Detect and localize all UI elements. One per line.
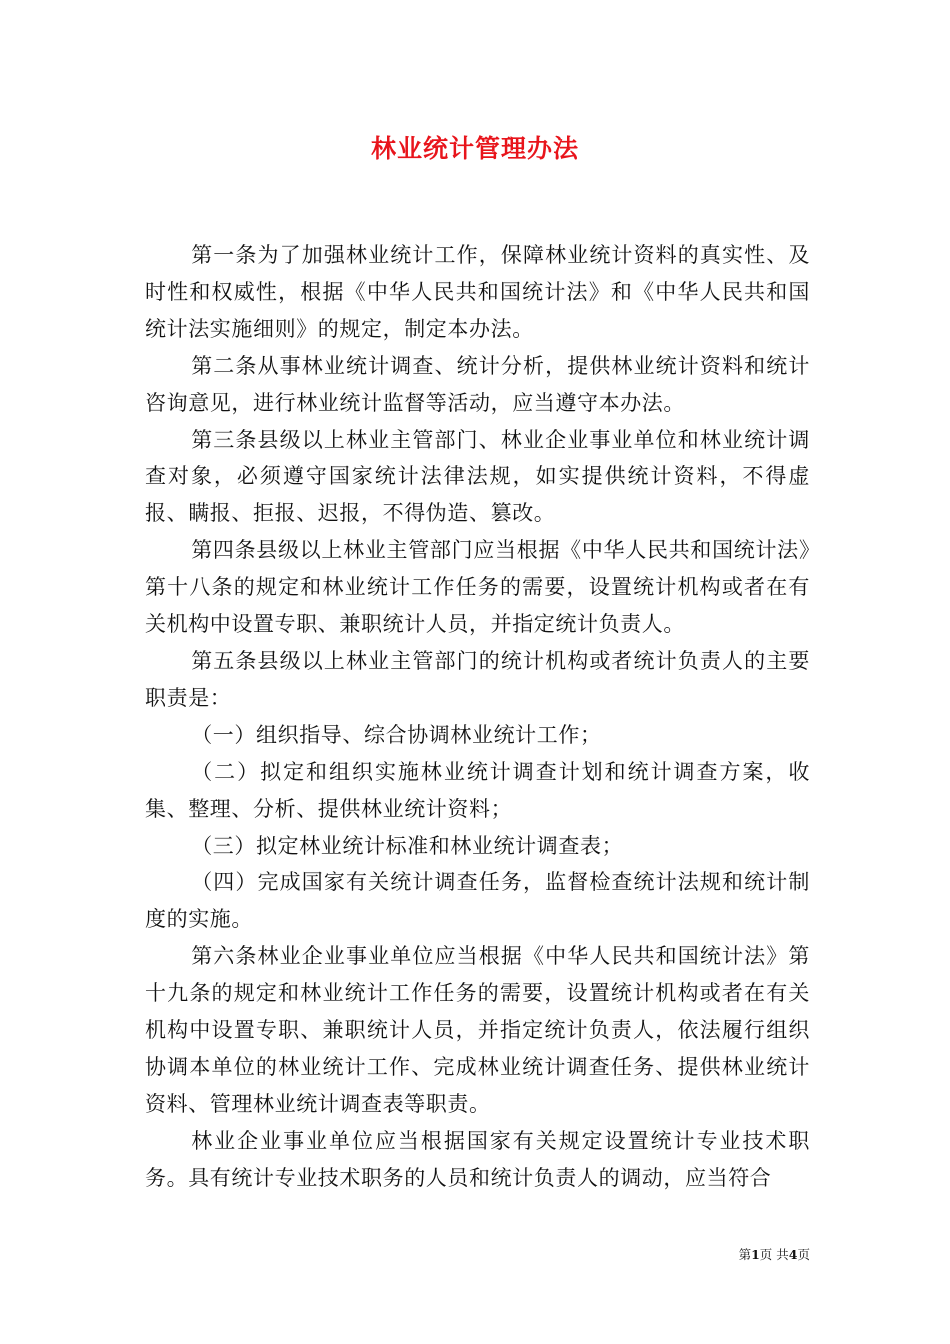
paragraph-item-1: （一）组织指导、综合协调林业统计工作； [191,722,602,747]
paragraph-article-4: 第四条县级以上林业主管部门应当根据《中华人民共和国统计法》第十八条的规定和林业统计工作任务的需要，设置统计机构或者在有关机构中设置专职、兼职统计人员，并指定统计负责人。 [145,538,810,637]
document-body [145,237,810,1197]
paragraph-article-2: 第二条从事林业统计调查、统计分析，提供林业统计资料和统计咨询意见，进行林业统计监督等活动，应当遵守本办法。 [145,353,810,415]
paragraph-article-6-continued: 林业企业事业单位应当根据国家有关规定设置统计专业技术职务。具有统计专业技术职务的人员和统计负责人的调动，应当符合 [145,1128,810,1190]
footer-page-number: 1 [751,1247,760,1262]
paragraph-article-5: 第五条县级以上林业主管部门的统计机构或者统计负责人的主要职责是： [145,648,810,710]
paragraph-item-3: （三）拟定林业统计标准和林业统计调查表； [191,833,624,858]
footer-suffix: 页 [797,1247,810,1262]
paragraph-item-4: （四）完成国家有关统计调查任务，监督检查统计法规和统计制度的实施。 [145,870,810,932]
footer-prefix: 第 [738,1247,752,1262]
footer-middle: 页 共 [759,1247,789,1262]
paragraph-article-6: 第六条林业企业事业单位应当根据《中华人民共和国统计法》第十九条的规定和林业统计工作任务的需要，设置统计机构或者在有关机构中设置专职、兼职统计人员，并指定统计负责人，依法履行组织协调本单位的林业统计工作、完成林业统计调查任务、提供林业统计资料、管理林业统计调查表等职责。 [145,944,810,1116]
document-title: 林业统计管理办法 [370,134,579,163]
paragraph-article-3: 第三条县级以上林业主管部门、林业企业事业单位和林业统计调查对象，必须遵守国家统计法律法规，如实提供统计资料，不得虚报、瞒报、拒报、迟报，不得伪造、篡改。 [145,427,810,526]
paragraph-article-1: 第一条为了加强林业统计工作，保障林业统计资料的真实性、及时性和权威性，根据《中华人民共和国统计法》和《中华人民共和国统计法实施细则》的规定，制定本办法。 [145,243,810,341]
footer-total-pages: 4 [788,1247,798,1262]
page-footer [700,1246,810,1264]
paragraph-item-2: （二）拟定和组织实施林业统计调查计划和统计调查方案，收集、整理、分析、提供林业统计资料； [145,759,810,821]
